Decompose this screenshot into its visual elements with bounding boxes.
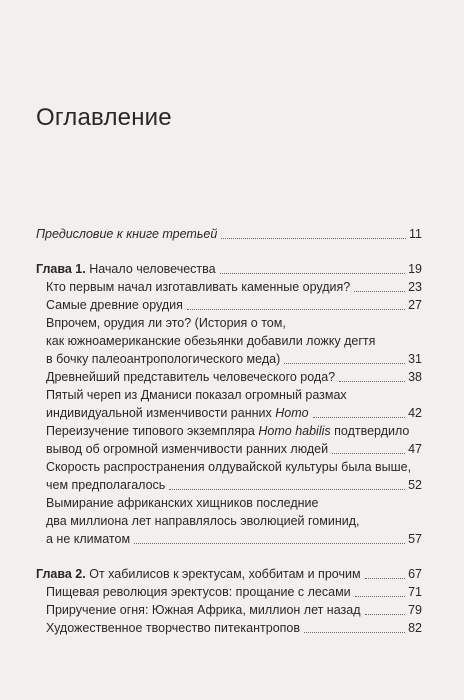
toc-page-number: 47 <box>408 442 422 456</box>
toc-entry-label: Кто первым начал изготавливать каменные орудия? <box>46 280 351 294</box>
toc-chapter-1[interactable] <box>36 261 422 278</box>
toc-entry[interactable] <box>46 620 422 637</box>
toc-entry-line: Скорость распространения олдувайской культуры была выше, <box>46 460 412 474</box>
page-title: Оглавление <box>36 104 172 131</box>
toc-entry-line: как южноамериканские обезьянки добавили ложку дегтя <box>46 334 376 348</box>
toc-entry-italic: Homo habilis <box>258 424 331 438</box>
dot-leader <box>187 309 405 310</box>
toc-entry[interactable] <box>46 279 422 296</box>
dot-leader <box>220 273 405 274</box>
toc-entry-line: Впрочем, орудия ли это? (История о том, <box>46 316 286 330</box>
toc-page-number: 71 <box>408 585 422 599</box>
toc-page-number: 27 <box>408 298 422 312</box>
dot-leader <box>169 489 405 490</box>
toc-entry-label: подтвердило <box>334 424 410 438</box>
toc-entry[interactable] <box>46 369 422 386</box>
toc-entry[interactable] <box>46 351 422 368</box>
toc-page-number: 79 <box>408 603 422 617</box>
toc-page-number: 42 <box>408 406 422 420</box>
dot-leader <box>339 381 405 382</box>
toc-entry-label: вывод об огромной изменчивости ранних людей <box>46 442 329 456</box>
chapter-number: Глава 2. <box>36 567 86 581</box>
toc-page-number: 52 <box>408 478 422 492</box>
dot-leader <box>284 363 405 364</box>
toc-chapter-2[interactable] <box>36 566 422 583</box>
toc-page-number: 38 <box>408 370 422 384</box>
dot-leader <box>332 453 405 454</box>
dot-leader <box>221 238 406 239</box>
toc-entry[interactable] <box>46 602 422 619</box>
toc-entry-label: чем предполагалось <box>46 478 166 492</box>
toc-entry-line: Вымирание африканских хищников последние <box>46 496 319 510</box>
toc-entry-label: Предисловие к книге третьей <box>36 227 218 241</box>
toc-page-number: 19 <box>408 262 422 276</box>
toc-entry-label: Древнейший представитель человеческого рода? <box>46 370 336 384</box>
toc-page-number: 57 <box>408 532 422 546</box>
toc-entry[interactable] <box>46 584 422 601</box>
toc-entry-label: а не климатом <box>46 532 131 546</box>
dot-leader <box>134 543 405 544</box>
toc-entry-label: Переизучение типового экземпляра <box>46 424 255 438</box>
toc-entry[interactable] <box>46 477 422 494</box>
dot-leader <box>355 596 405 597</box>
toc-entry-label: в бочку палеоантропологического меда) <box>46 352 281 366</box>
toc-page-number: 31 <box>408 352 422 366</box>
toc-entry[interactable] <box>46 297 422 314</box>
chapter-title: Начало человечества <box>89 262 216 276</box>
dot-leader <box>313 417 406 418</box>
toc-entry-preface[interactable] <box>36 226 422 243</box>
toc-page-number: 67 <box>408 567 422 581</box>
toc-entry-italic: Homo <box>275 406 309 420</box>
chapter-number: Глава 1. <box>36 262 86 276</box>
chapter-title: От хабилисов к эректусам, хоббитам и прочим <box>89 567 361 581</box>
toc-entry-line: Пятый череп из Дманиси показал огромный размах <box>46 388 347 402</box>
toc-page-number: 11 <box>409 227 422 241</box>
toc-entry-label: индивидуальной изменчивости ранних <box>46 406 272 420</box>
toc-entry-label: Приручение огня: Южная Африка, миллион лет назад <box>46 603 361 617</box>
dot-leader <box>365 614 406 615</box>
toc-entry[interactable] <box>46 531 422 548</box>
toc-entry[interactable] <box>46 441 422 458</box>
toc-entry-label: Художественное творчество питекантропов <box>46 621 301 635</box>
toc-entry-line: два миллиона лет направлялось эволюцией гоминид, <box>46 514 360 528</box>
toc-page-number: 82 <box>408 621 422 635</box>
toc-entry-line <box>46 423 409 440</box>
toc-entry-label: Самые древние орудия <box>46 298 183 312</box>
toc-entry[interactable] <box>46 405 422 422</box>
toc-page-number: 23 <box>408 280 422 294</box>
toc-entry-label: Пищевая революция эректусов: прощание с лесами <box>46 585 351 599</box>
dot-leader <box>354 291 405 292</box>
dot-leader <box>304 632 405 633</box>
dot-leader <box>365 578 406 579</box>
